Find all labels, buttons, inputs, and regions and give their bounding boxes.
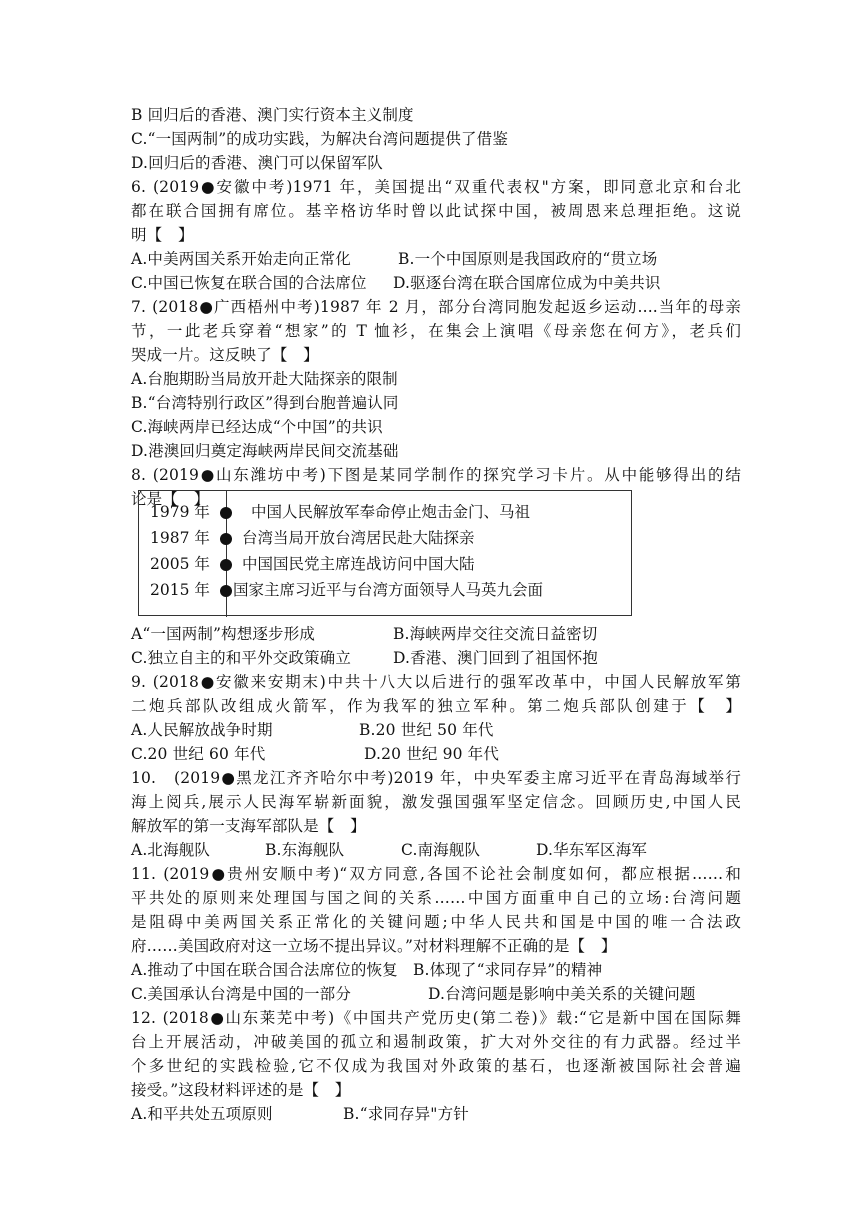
question-6-line: 明【 】 <box>131 226 194 244</box>
option-c: C.南海舰队 <box>401 841 481 859</box>
question-11-line: 平共处的原则来处理国与国之间的关系……中国方面重申自己的立场:台湾问题 <box>131 889 741 907</box>
options-row <box>131 982 741 1006</box>
timeline-event: 中国人民解放军奉命停止炮击金门、马祖 <box>251 503 531 521</box>
option-b: B.海峡两岸交往交流日益密切 <box>393 625 598 643</box>
timeline-row <box>139 526 629 552</box>
option-a: A.和平共处五项原则 <box>131 1105 273 1123</box>
timeline-event: 中国国民党主席连战访问中国大陆 <box>242 555 475 573</box>
option-a: A.北海舰队 <box>131 841 211 859</box>
question-10-line: 海上阅兵,展示人民海军崭新面貌，激发强国强军坚定信念。回顾历史,中国人民 <box>131 793 741 811</box>
option-line: C.“一国两制”的成功实践，为解决台湾问题提供了借鉴 <box>131 130 508 148</box>
timeline-row <box>139 500 629 526</box>
question-8-line: 论是【 】 <box>131 490 210 508</box>
option-c: C.中国已恢复在联合国的合法席位 <box>131 274 367 292</box>
options-row <box>131 271 741 295</box>
option-b: B.一个中国原则是我国政府的“贯立场 <box>398 250 658 268</box>
question-11-line: 是阻碍中美两国关系正常化的关键问题;中华人民共和国是中国的唯一合法政 <box>131 913 741 931</box>
timeline-row <box>139 578 629 604</box>
option-b: B.20 世纪 50 年代 <box>359 721 494 739</box>
question-7-line: 哭成一片。这反映了【 】 <box>131 346 319 364</box>
question-10-line: 10. (2019●黑龙江齐齐哈尔中考)2019 年，中央军委主席习近平在青岛海域举行 <box>131 769 741 787</box>
question-7-line: 7. (2018●广西梧州中考)1987 年 2 月，部分台湾同胞发起返乡运动....当年的母亲 <box>131 298 741 316</box>
timeline-event: 台湾当局开放台湾居民赴大陆探亲 <box>242 529 475 547</box>
timeline-row <box>139 552 629 578</box>
question-12-line: 接受。”这段材料评述的是【 】 <box>131 1081 351 1099</box>
option-d: D.20 世纪 90 年代 <box>364 745 499 763</box>
option-line: A.台胞期盼当局放开赴大陆探亲的限制 <box>131 370 398 388</box>
question-6-line: 都在联合国拥有席位。基辛格访华时曾以此试探中国，被周恩来总理拒绝。这说 <box>131 202 741 220</box>
timeline-year: 2005 年 <box>150 555 210 573</box>
option-b: B.“求同存异"方针 <box>343 1105 469 1123</box>
options-row <box>131 718 741 742</box>
option-d: D.驱逐台湾在联合国席位成为中美共识 <box>393 274 661 292</box>
options-row <box>131 622 741 646</box>
question-11-line: 11. (2019●贵州安顺中考)“双方同意,各国不论社会制度如何，都应根据……和 <box>131 865 741 883</box>
question-6-line: 6. (2019●安徽中考)1971 年，美国提出“双重代表权"方案，即同意北京和台北 <box>131 178 741 196</box>
options-row <box>131 646 741 670</box>
options-row <box>131 742 741 766</box>
timeline-dot <box>220 533 232 545</box>
timeline-year: 1979 年 <box>150 503 210 521</box>
option-line: B.“台湾特别行政区”得到台胞普遍认同 <box>131 394 399 412</box>
option-a: A“一国两制”构想逐步形成 <box>131 625 315 643</box>
options-row <box>131 838 741 862</box>
timeline-dot <box>220 559 232 571</box>
timeline-dot <box>220 507 232 519</box>
question-12-line: 12. (2018●山东莱芜中考)《中国共产党历史(第二卷)》载:“它是新中国在国际舞 <box>131 1009 741 1027</box>
study-card <box>138 490 632 616</box>
option-d: D.华东军区海军 <box>536 841 648 859</box>
question-12-line: 个多世纪的实践检验,它不仅成为我国对外政策的基石，也逐渐被国际社会普遍 <box>131 1057 741 1075</box>
question-11-line: 府……美国政府对这一立场不提出异议。”对材料理解不正确的是【 】 <box>131 937 617 955</box>
option-line: D.回归后的香港、澳门可以保留军队 <box>131 154 383 172</box>
option-a: A.人民解放战争时期 <box>131 721 273 739</box>
option-d: D.台湾问题是影响中美关系的关键问题 <box>428 985 696 1003</box>
question-9-line: 9. (2018●安徽来安期末)中共十八大以后进行的强军改革中，中国人民解放军第 <box>131 673 741 691</box>
option-c: C.独立自主的和平外交政策确立 <box>131 649 351 667</box>
option-line: B 回归后的香港、澳门实行资本主义制度 <box>131 106 414 124</box>
option-a: A.中美两国关系开始走向正常化 <box>131 250 351 268</box>
question-12-line: 台上开展活动，冲破美国的孤立和遏制政策，扩大对外交往的有力武器。经过半 <box>131 1033 741 1051</box>
option-c: C.美国承认台湾是中国的一部分 <box>131 985 351 1003</box>
question-7-line: 节，一此老兵穿着“想家”的 T 恤衫，在集会上演唱《母亲您在何方》，老兵们 <box>131 322 741 340</box>
options-row <box>131 247 741 271</box>
question-8-line: 8. (2019●山东潍坊中考)下图是某同学制作的探究学习卡片。从中能够得出的结 <box>131 466 741 484</box>
option-d: D.香港、澳门回到了祖国怀抱 <box>393 649 598 667</box>
options-row <box>131 958 741 982</box>
option-c: C.20 世纪 60 年代 <box>131 745 266 763</box>
option-line: C.海峡两岸已经达成“个中国”的共识 <box>131 418 383 436</box>
question-10-line: 解放军的第一支海军部队是【 】 <box>131 817 366 835</box>
option-b: B.体现了“求同存异”的精神 <box>413 961 603 979</box>
timeline-dot <box>220 585 232 597</box>
timeline-year: 1987 年 <box>150 529 210 547</box>
options-row <box>131 1102 741 1126</box>
timeline-year: 2015 年 <box>150 581 210 599</box>
option-a: A.推动了中国在联合国合法席位的恢复 <box>131 961 398 979</box>
timeline-event: 国家主席习近平与台湾方面领导人马英九会面 <box>233 581 544 599</box>
question-9-line: 二炮兵部队改组成火箭军，作为我军的独立军种。第二炮兵部队创建于【 】 <box>131 697 741 715</box>
option-line: D.港澳回归奠定海峡两岸民间交流基础 <box>131 442 399 460</box>
option-b: B.东海舰队 <box>265 841 345 859</box>
